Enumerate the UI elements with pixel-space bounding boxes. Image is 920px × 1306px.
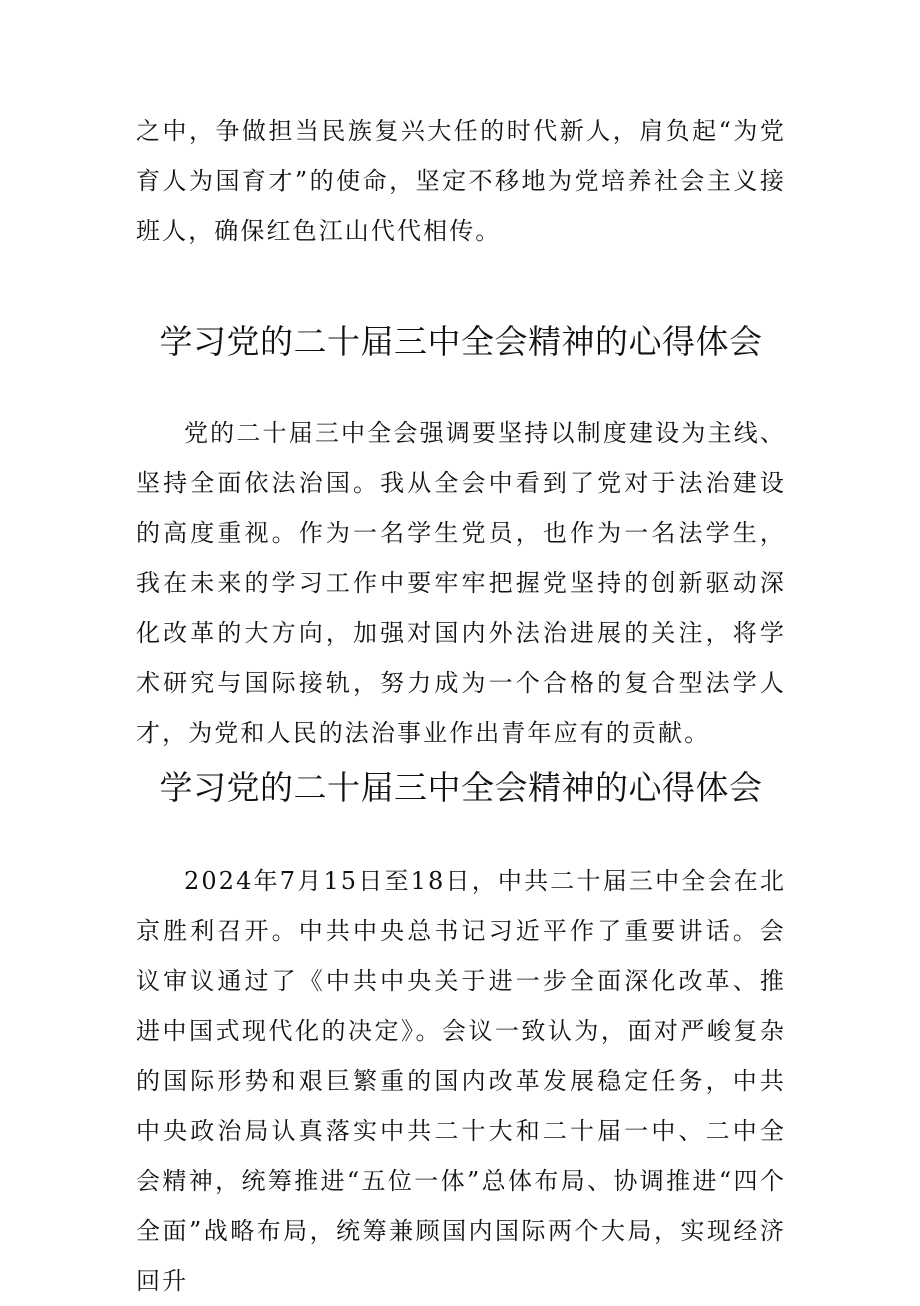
paragraph-continued: 之中，争做担当民族复兴大任的时代新人，肩负起“为党育人为国育才”的使命，坚定不移地为党培养社会主义接班人，确保红色江山代代相传。	[136, 117, 786, 245]
paragraph-rule-of-law: 党的二十届三中全会强调要坚持以制度建设为主线、坚持全面依法治国。我从全会中看到了党对于法治建设的高度重视。作为一名学生党员，也作为一名法学生，我在未来的学习工作中要牢牢把握党坚持的创新驱动深化改革的大方向，加强对国内外法治进展的关注，将学术研究与国际接轨，努力成为一个合格的复合型法学人才，为党和人民的法治事业作出青年应有的贡献。	[136, 419, 786, 747]
paragraph-plenary-session: 2024年7月15日至18日，中共二十届三中全会在北京胜利召开。中共中央总书记习近平作了重要讲话。会议审议通过了《中共中央关于进一步全面深化改革、推进中国式现代化的决定》。会议一致认为，面对严峻复杂的国际形势和艰巨繁重的国内改革发展稳定任务，中共中央政治局认真落实中共二十大和二十届一中、二中全会精神，统筹推进“五位一体”总体布局、协调推进“四个全面”战略布局，统筹兼顾国内国际两个大局，实现经济回升	[136, 867, 786, 1295]
section-heading-2: 学习党的二十届三中全会精神的心得体会	[159, 768, 763, 807]
section-heading-1: 学习党的二十届三中全会精神的心得体会	[159, 322, 763, 361]
